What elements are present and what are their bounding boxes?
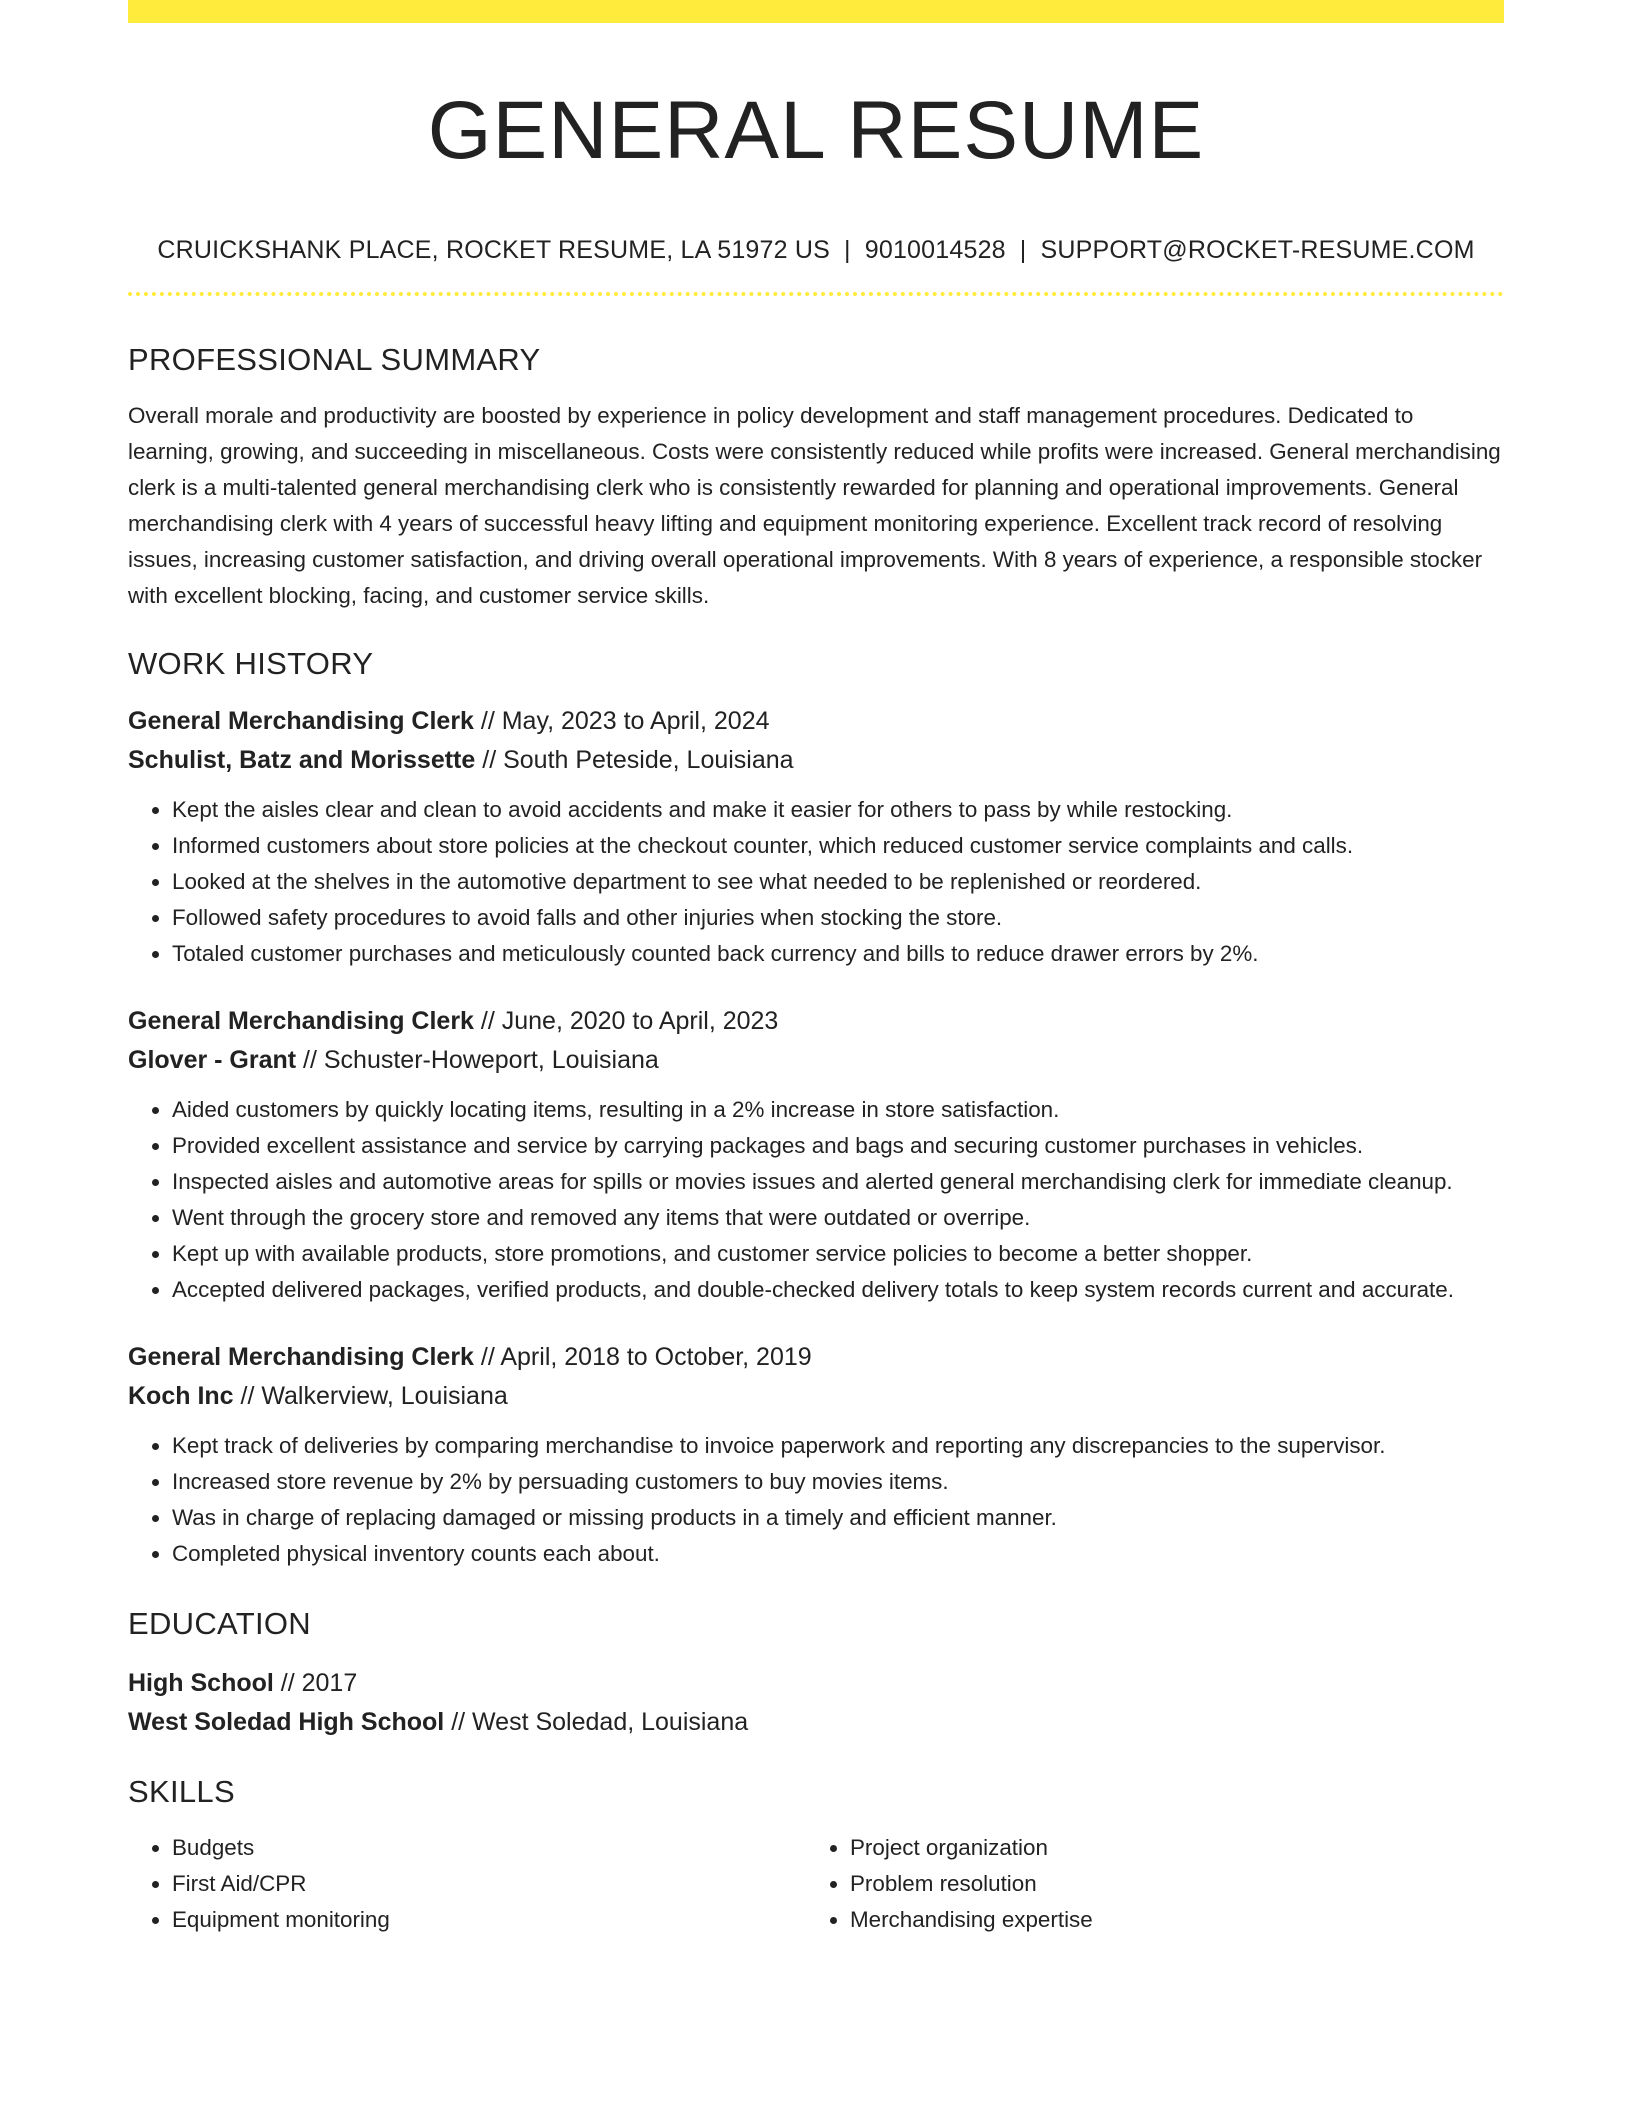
job-entry — [128, 702, 1504, 972]
skills-column-right — [806, 1830, 1484, 1938]
job-title-line — [128, 702, 1504, 741]
skills-column-left — [128, 1830, 806, 1938]
education-degree: High School — [128, 1669, 274, 1697]
job-bullet: • Kept up with available products, store promotions, and customer service policies to become a better shopper. — [172, 1236, 1504, 1272]
job-entry — [128, 1338, 1504, 1572]
work-history-heading: WORK HISTORY — [128, 646, 374, 681]
job-location: // Walkerview, Louisiana — [233, 1382, 508, 1410]
contact-address: CRUICKSHANK PLACE, ROCKET RESUME, LA 51972 US — [157, 236, 831, 264]
job-title-line — [128, 1338, 1504, 1377]
resume-name: GENERAL RESUME — [427, 85, 1205, 176]
job-title-line — [128, 1002, 1504, 1041]
contact-phone: 9010014528 — [864, 236, 1006, 264]
job-company-line — [128, 1041, 1504, 1080]
job-bullet: • Aided customers by quickly locating items, resulting in a 2% increase in store satisfaction. — [172, 1092, 1504, 1128]
skill-item: • Merchandising expertise — [850, 1902, 1484, 1938]
skills-list — [128, 1830, 1504, 1938]
skill-item: • Equipment monitoring — [172, 1902, 806, 1938]
header-divider — [128, 292, 1504, 296]
skill-item: • First Aid/CPR — [172, 1866, 806, 1902]
job-bullets — [128, 792, 1504, 972]
education-entry — [128, 1664, 1504, 1742]
top-accent-bar — [128, 0, 1504, 23]
summary-text: Overall morale and productivity are boosted by experience in policy development and staff management procedures. Dedicated to learning, growing, and succeeding in miscellaneous. Costs were consistently reduced while profits were increased. General merchandising clerk is a multi-talented general merchandising clerk who is consistently rewarded for planning and operational improvements. General merchandising clerk with 4 years of successful heavy lifting and equipment monitoring experience. Excellent track record of resolving issues, increasing customer satisfaction, and driving overall operational improvements. With 8 years of experience, a responsible stocker with excellent blocking, facing, and customer service skills. — [128, 403, 1501, 608]
job-position: General Merchandising Clerk — [128, 707, 474, 735]
education-school: West Soledad High School — [128, 1708, 445, 1736]
job-bullets — [128, 1092, 1504, 1308]
education-degree-line — [128, 1664, 1504, 1703]
resume-page — [128, 0, 1504, 1938]
job-company: Glover - Grant — [128, 1046, 297, 1074]
job-dates: // June, 2020 to April, 2023 — [473, 1007, 779, 1035]
job-company-line — [128, 1377, 1504, 1416]
job-bullet: • Informed customers about store policies at the checkout counter, which reduced customer service complaints and calls. — [172, 828, 1504, 864]
skill-item: • Problem resolution — [850, 1866, 1484, 1902]
education-school-line — [128, 1703, 1504, 1742]
skill-item: • Budgets — [172, 1830, 806, 1866]
job-bullet: • Totaled customer purchases and meticulously counted back currency and bills to reduce drawer errors by 2%. — [172, 936, 1504, 972]
job-position: General Merchandising Clerk — [128, 1343, 474, 1371]
job-bullet: • Kept the aisles clear and clean to avoid accidents and make it easier for others to pass by while restocking. — [172, 792, 1504, 828]
job-bullet: • Inspected aisles and automotive areas for spills or movies issues and alerted general merchandising clerk for immediate cleanup. — [172, 1164, 1504, 1200]
education-year: // 2017 — [273, 1669, 358, 1697]
job-position: General Merchandising Clerk — [128, 1007, 474, 1035]
job-bullet: • Increased store revenue by 2% by persuading customers to buy movies items. — [172, 1464, 1504, 1500]
summary-heading: PROFESSIONAL SUMMARY — [128, 342, 541, 377]
job-bullet: • Accepted delivered packages, verified products, and double-checked delivery totals to keep system records current and accurate. — [172, 1272, 1504, 1308]
job-dates: // May, 2023 to April, 2024 — [473, 707, 770, 735]
education-location: // West Soledad, Louisiana — [444, 1708, 749, 1736]
job-company: Koch Inc — [128, 1382, 234, 1410]
contact-email: SUPPORT@ROCKET-RESUME.COM — [1040, 236, 1475, 264]
education-heading: EDUCATION — [128, 1606, 311, 1641]
skill-item: • Project organization — [850, 1830, 1484, 1866]
job-bullet: • Was in charge of replacing damaged or missing products in a timely and efficient manner. — [172, 1500, 1504, 1536]
job-entry — [128, 1002, 1504, 1308]
contact-line — [128, 235, 1504, 265]
job-bullet: • Completed physical inventory counts each about. — [172, 1536, 1504, 1572]
job-location: // South Peteside, Louisiana — [475, 746, 794, 774]
contact-separator: | — [1019, 236, 1027, 264]
job-bullet: • Followed safety procedures to avoid falls and other injuries when stocking the store. — [172, 900, 1504, 936]
skills-heading: SKILLS — [128, 1774, 235, 1809]
job-dates: // April, 2018 to October, 2019 — [473, 1343, 812, 1371]
contact-separator: | — [844, 236, 851, 264]
job-bullets — [128, 1428, 1504, 1572]
job-company: Schulist, Batz and Morissette — [128, 746, 476, 774]
job-bullet: • Kept track of deliveries by comparing merchandise to invoice paperwork and reporting any discrepancies to the supervisor. — [172, 1428, 1504, 1464]
job-bullet: • Provided excellent assistance and service by carrying packages and bags and securing customer purchases in vehicles. — [172, 1128, 1504, 1164]
job-location: // Schuster-Howeport, Louisiana — [296, 1046, 659, 1074]
job-bullet: • Went through the grocery store and removed any items that were outdated or overripe. — [172, 1200, 1504, 1236]
job-company-line — [128, 741, 1504, 780]
job-bullet: • Looked at the shelves in the automotive department to see what needed to be replenished or reordered. — [172, 864, 1504, 900]
